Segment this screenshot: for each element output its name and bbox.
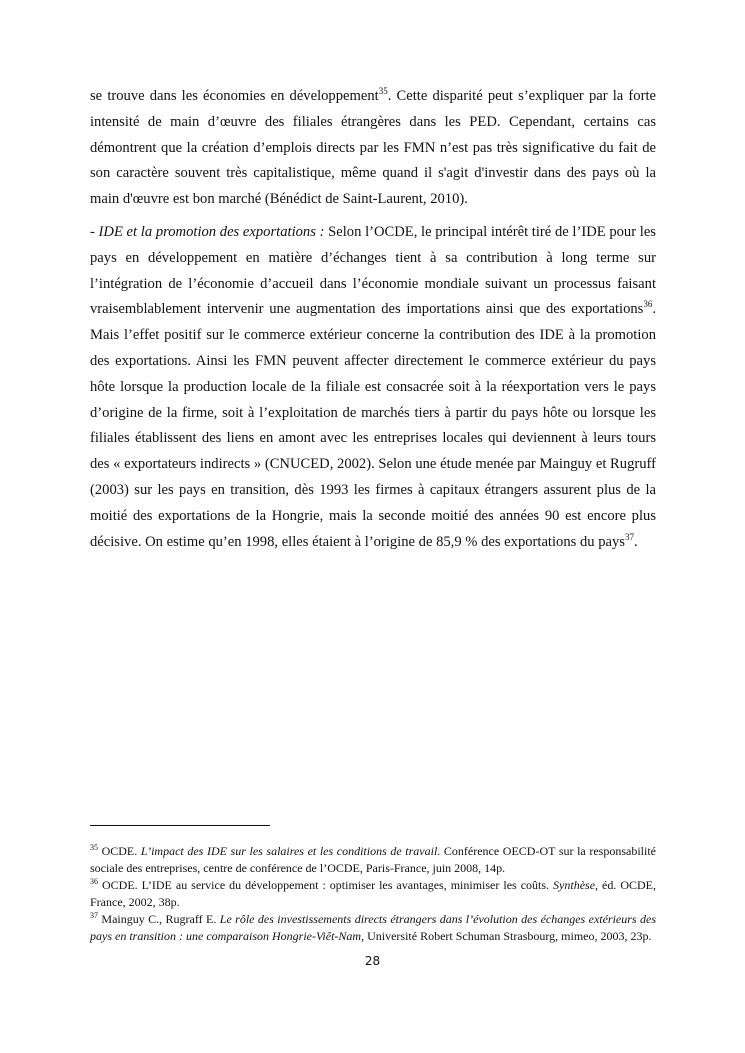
footnote-text: OCDE. L’IDE au service du développement : optimiser les avantages, minimiser les coûts. — [98, 878, 554, 892]
footnote-title: L’impact des IDE sur les salaires et les conditions de travail — [140, 844, 438, 858]
footnote-title: Le rôle des investissements directs étrangers dans l’évolution des échanges extérieurs des pays en transition : une comparaison Hongrie-Viêt-Nam — [90, 912, 656, 943]
footnote-number: 37 — [90, 911, 98, 920]
footnote-text: , Université Robert Schuman Strasbourg, mimeo, 2003, 23p. — [361, 929, 652, 943]
page-number: 28 — [364, 954, 381, 968]
footnote-ref-35[interactable]: 35 — [378, 86, 388, 97]
footnote-36 — [90, 877, 656, 911]
paragraph-text: se trouve dans les économies en développement — [90, 88, 379, 104]
paragraph-text: . Mais l’effet positif sur le commerce extérieur concerne la contribution des IDE à la promotion des exportations. Ainsi les FMN peuvent affecter directement le commerce extérieur du pays hôte lorsque la production locale de la filiale est consacrée soit à la réexportation vers le pays d’origine de la firme, soit à l’exploitation de marchés tiers à partir du pays hôte ou lorsque les filiales établissent des liens en amont avec les entreprises locales qui deviennent à leurs tours des « exportateurs indirects » (CNUCED, 2002). Selon une étude menée par Mainguy et Rugruff (2003) sur les pays en transition, dès 1993 les firmes à capitaux étrangers assurent plus de la moitié des exportations de la Hongrie, mais la seconde moitié des années 90 est encore plus décisive. On estime qu’en 1998, elles étaient à l’origine de 85,9 % des exportations du pays — [90, 301, 656, 550]
footnote-ref-36[interactable]: 36 — [643, 299, 653, 310]
footnote-title: Synthèse, — [553, 878, 599, 892]
paragraph-employment — [90, 84, 656, 213]
footnote-text: OCDE. — [98, 844, 141, 858]
footnote-ref-37[interactable]: 37 — [624, 531, 634, 542]
paragraph-text: . — [633, 533, 638, 550]
footnote-number: 36 — [90, 877, 98, 886]
paragraph-exports — [90, 220, 656, 555]
paragraph-text: Selon l’OCDE, le principal intérêt tiré de l’IDE pour les pays en développement en matière d’échanges tient à sa contribution à long terme sur l’intégration de l’économie d’accueil dans l’économie mondiale suivant un processus faisant vraisemblablement intervenir une augmentation des importations ainsi que des exportations — [90, 223, 656, 318]
footnote-37 — [90, 911, 656, 945]
footnote-35 — [90, 843, 656, 877]
footnote-text: . Conférence OECD-OT sur la responsabilité sociale des entreprises, centre de conférence de l’OCDE, Paris-France, juin 2008, 14p. — [90, 844, 657, 875]
section-lead-title: - IDE et la promotion des exportations : — [90, 223, 325, 240]
paragraph-text: . Cette disparité peut s’expliquer par la forte intensité de main d’œuvre des filiales étrangères dans les PED. Cependant, certains cas démontrent que la création d’emplois directs par les FMN n’est pas très significative du fait de son caractère souvent très capitalistique, même quand il s'agit d'investir dans des pays où la main d'œuvre est bon marché (Bénédict de Saint-Laurent, 2010). — [90, 88, 656, 208]
footnote-divider — [90, 825, 270, 826]
footnote-text: éd. OCDE, France, 2002, 38p. — [90, 878, 656, 909]
footnote-text: Mainguy C., Rugraff E. — [98, 912, 220, 926]
body-text — [90, 84, 656, 555]
footnote-number: 35 — [90, 843, 98, 852]
footnotes — [90, 843, 656, 945]
